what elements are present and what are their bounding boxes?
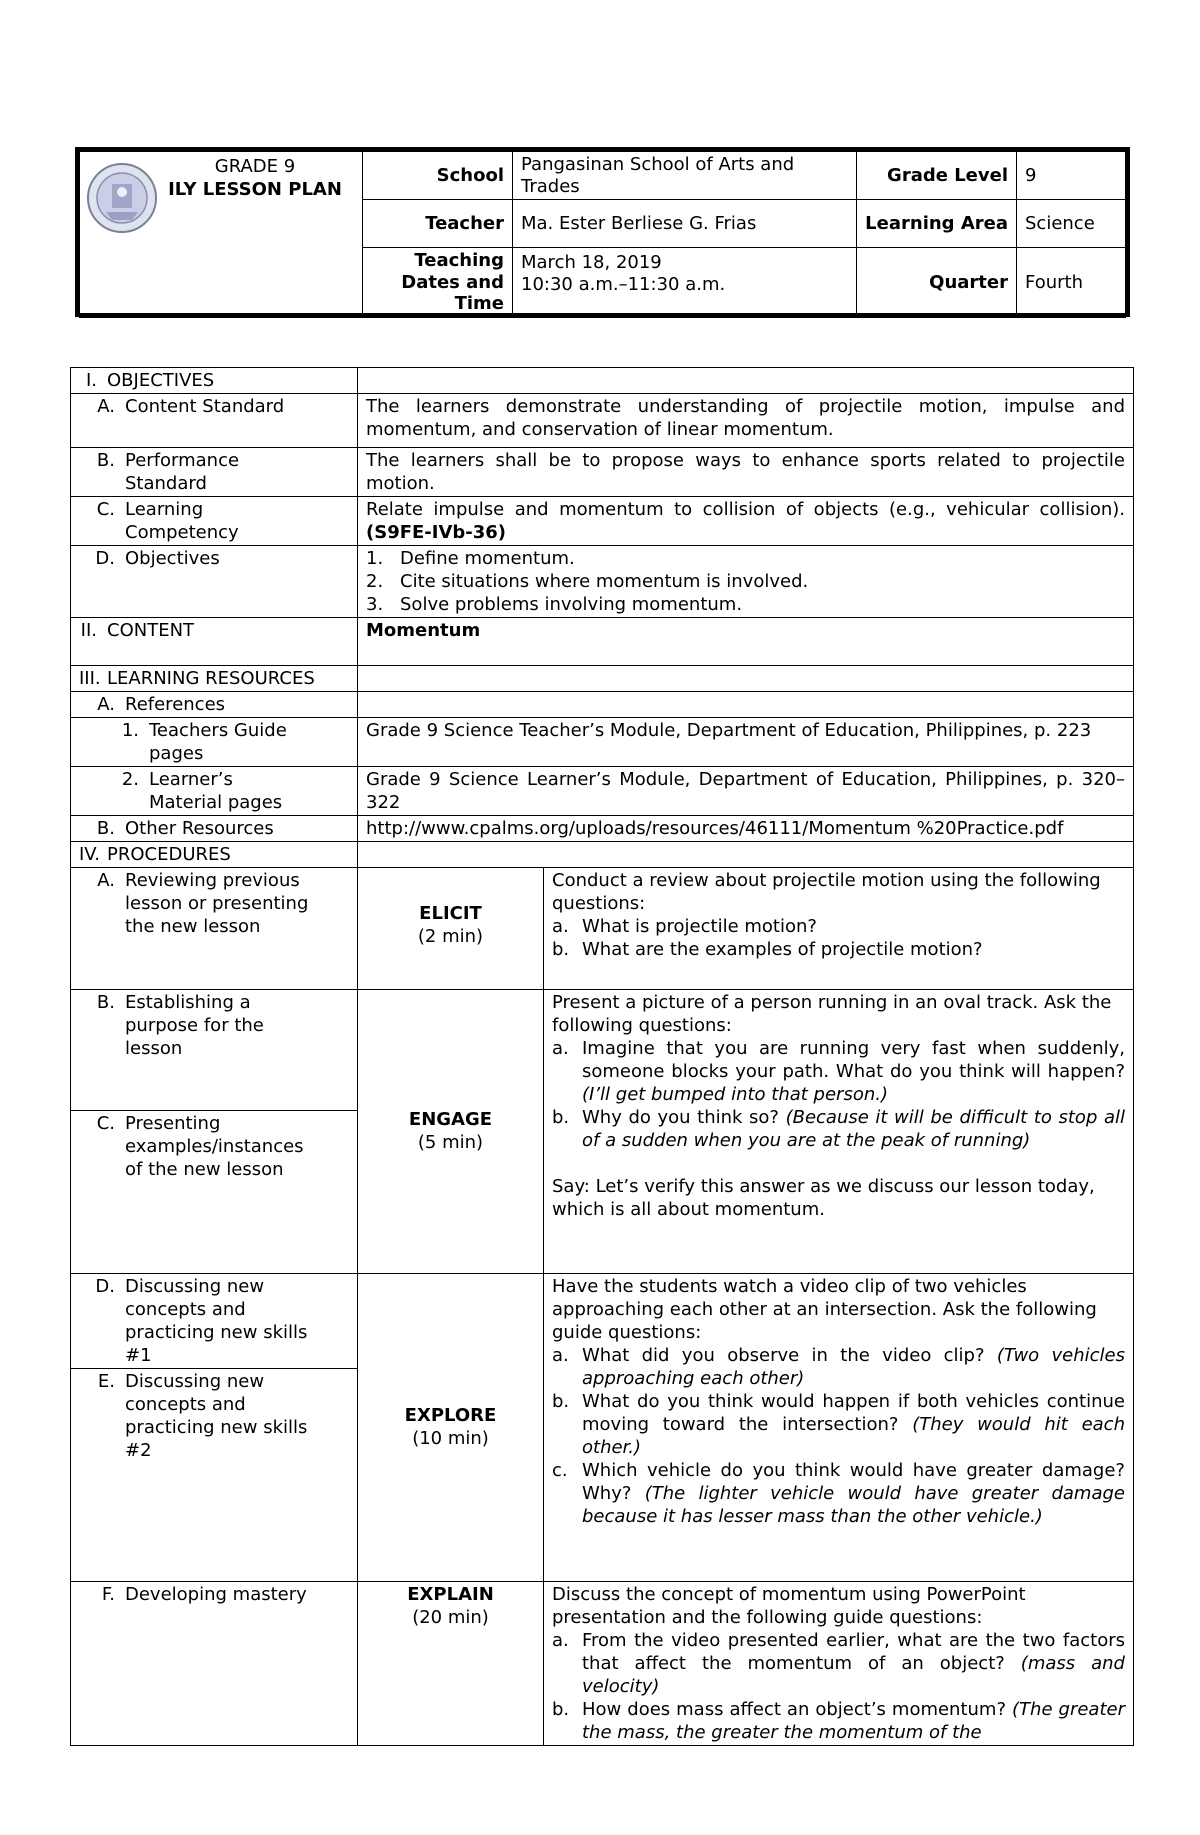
objectives-row [71, 546, 1134, 618]
item-num: D. [95, 548, 115, 569]
quarter-label: Quarter [857, 248, 1017, 318]
performance-standard-text: The learners shall be to propose ways to enhance sports related to projectile motion. [358, 448, 1134, 497]
item-num: B. [96, 818, 115, 839]
explain-row [71, 1582, 1134, 1746]
item-label: Reviewing previous lesson or presenting the new lesson [125, 870, 309, 937]
content-standard-row [71, 394, 1134, 448]
explore-e-cell [71, 1369, 357, 1581]
objectives-list: 1. Define momentum. 2. Cite situations where momentum is involved. 3. Solve problems involving momentum. [358, 546, 1134, 618]
objective-item: Cite situations where momentum is involved. [400, 571, 809, 592]
item-num: A. [97, 694, 115, 715]
resources-heading-row [71, 666, 1134, 692]
section-num: I. [85, 370, 97, 391]
header-logo-cell [80, 152, 363, 318]
explain-phase: EXPLAIN (20 min) [358, 1582, 544, 1746]
content-standard-text: The learners demonstrate understanding of projectile motion, impulse and momentum, and conservation of linear momentum. [358, 394, 1134, 448]
item-num: C. [96, 499, 115, 520]
date-text: March 18, 2019 [521, 252, 662, 274]
section-heading: PROCEDURES [107, 844, 231, 865]
item-label: Performance Standard [125, 450, 240, 494]
lesson-plan-header [75, 147, 1130, 317]
explain-activity: Discuss the concept of momentum using PowerPoint presentation and the following guide questions: a. From the video presented earlier, what are the two factors that affect the momentum of an object? (mass and velocity) b. How does mass affect an object’s momentum? (The greater the mass, the greater the momentum of the [544, 1582, 1134, 1746]
item-num: A. [97, 870, 115, 891]
section-num: III. [79, 668, 101, 689]
engage-b-cell [71, 990, 357, 1111]
item-num: E. [97, 1371, 115, 1392]
competency-code: (S9FE-IVb-36) [366, 522, 507, 543]
learning-competency-text: Relate impulse and momentum to collision of objects (e.g., vehicular collision). [366, 499, 1125, 520]
engage-phase: ENGAGE (5 min) [358, 990, 544, 1274]
quarter-value: Fourth [1017, 248, 1126, 318]
engage-row [71, 990, 1134, 1274]
explore-phase: EXPLORE (10 min) [358, 1274, 544, 1582]
item-num: 2. [121, 769, 139, 790]
item-label: Discussing new concepts and practicing new skills #2 [125, 1371, 308, 1461]
item-num: A. [97, 396, 115, 417]
section-heading: CONTENT [107, 620, 195, 641]
item-label: References [125, 694, 226, 715]
explore-d-cell [71, 1274, 357, 1369]
item-num: B. [96, 992, 115, 1013]
learners-material-text: Grade 9 Science Learner’s Module, Department of Education, Philippines, p. 320–322 [358, 767, 1134, 816]
deped-seal-icon [86, 162, 158, 234]
explore-activity: Have the students watch a video clip of two vehicles approaching each other at an intersection. Ask the following guide questions: a. What did you observe in the video clip? (Two vehicles approaching each other) b. What do you think would happen if both vehicles continue moving toward the intersection? (They would hit each other.) c. Which vehicle do you think would have greater damage? Why? (The lighter vehicle would have greater damage because it has lesser mass than the other vehicle.) [544, 1274, 1134, 1582]
elicit-phase: ELICIT (2 min) [358, 868, 544, 990]
item-label: Discussing new concepts and practicing new skills #1 [125, 1276, 308, 1366]
section-num: IV. [79, 844, 101, 865]
item-num: F. [101, 1584, 115, 1605]
engage-c-cell [71, 1111, 357, 1273]
references-row [71, 692, 1134, 718]
elicit-row [71, 868, 1134, 990]
teacher-value: Ma. Ester Berliese G. Frias [513, 200, 857, 248]
item-label: Developing mastery [125, 1584, 307, 1605]
section-heading: OBJECTIVES [107, 370, 215, 391]
objective-item: Define momentum. [400, 548, 575, 569]
header-plan-title [150, 156, 360, 201]
item-num: D. [95, 1276, 115, 1297]
elicit-activity: Conduct a review about projectile motion using the following questions: a. What is projectile motion? b. What are the examples of projectile motion? [544, 868, 1134, 990]
time-text: 10:30 a.m.–11:30 a.m. [521, 273, 726, 295]
item-label: Teachers Guide pages [149, 720, 287, 764]
item-label: Learner’s Material pages [149, 769, 283, 813]
item-num: B. [96, 450, 115, 471]
explore-row [71, 1274, 1134, 1582]
other-resources-link[interactable]: http://www.cpalms.org/uploads/resources/46111/Momentum %20Practice.pdf [358, 816, 1134, 842]
learning-competency-row [71, 497, 1134, 546]
school-value: Pangasinan School of Arts and Trades [513, 152, 857, 200]
dates-value [513, 248, 857, 318]
item-label: Objectives [125, 548, 220, 569]
item-label: Establishing a purpose for the lesson [125, 992, 264, 1059]
section-num: II. [80, 620, 97, 641]
teachers-guide-row [71, 718, 1134, 767]
item-num: 1. [121, 720, 139, 741]
teachers-guide-text: Grade 9 Science Teacher’s Module, Department of Education, Philippines, p. 223 [358, 718, 1134, 767]
teacher-label: Teacher [363, 200, 513, 248]
objectives-heading-row [71, 368, 1134, 394]
section-heading: LEARNING RESOURCES [107, 668, 315, 689]
item-label: Learning Competency [125, 499, 239, 543]
content-row [71, 618, 1134, 666]
item-num: C. [96, 1113, 115, 1134]
grade-level-value: 9 [1017, 152, 1126, 200]
engage-activity: Present a picture of a person running in an oval track. Ask the following questions: a. Imagine that you are running very fast when suddenly, someone blocks your path. What do you think will happen? (I’ll get bumped into that person.) b. Why do you think so? (Because it will be difficult to stop all of a sudden when you are at the peak of running) Say: Let’s verify this answer as we discuss our lesson today, which is all about momentum. [544, 990, 1134, 1274]
item-label: Other Resources [125, 818, 274, 839]
lesson-plan-table [70, 367, 1134, 1746]
item-label: Presenting examples/instances of the new lesson [125, 1113, 304, 1180]
other-resources-row [71, 816, 1134, 842]
content-value: Momentum [366, 620, 481, 641]
dates-label: Teaching Dates and Time [363, 248, 513, 318]
performance-standard-row [71, 448, 1134, 497]
procedures-heading-row [71, 842, 1134, 868]
learning-area-label: Learning Area [857, 200, 1017, 248]
learning-area-value: Science [1017, 200, 1126, 248]
grade-level-label: Grade Level [857, 152, 1017, 200]
item-label: Content Standard [125, 396, 285, 417]
school-label: School [363, 152, 513, 200]
header-table [79, 151, 1126, 318]
learners-material-row [71, 767, 1134, 816]
grade-text: GRADE 9 [214, 156, 296, 177]
objective-item: Solve problems involving momentum. [400, 594, 743, 615]
plan-title-text: ILY LESSON PLAN [168, 178, 342, 200]
